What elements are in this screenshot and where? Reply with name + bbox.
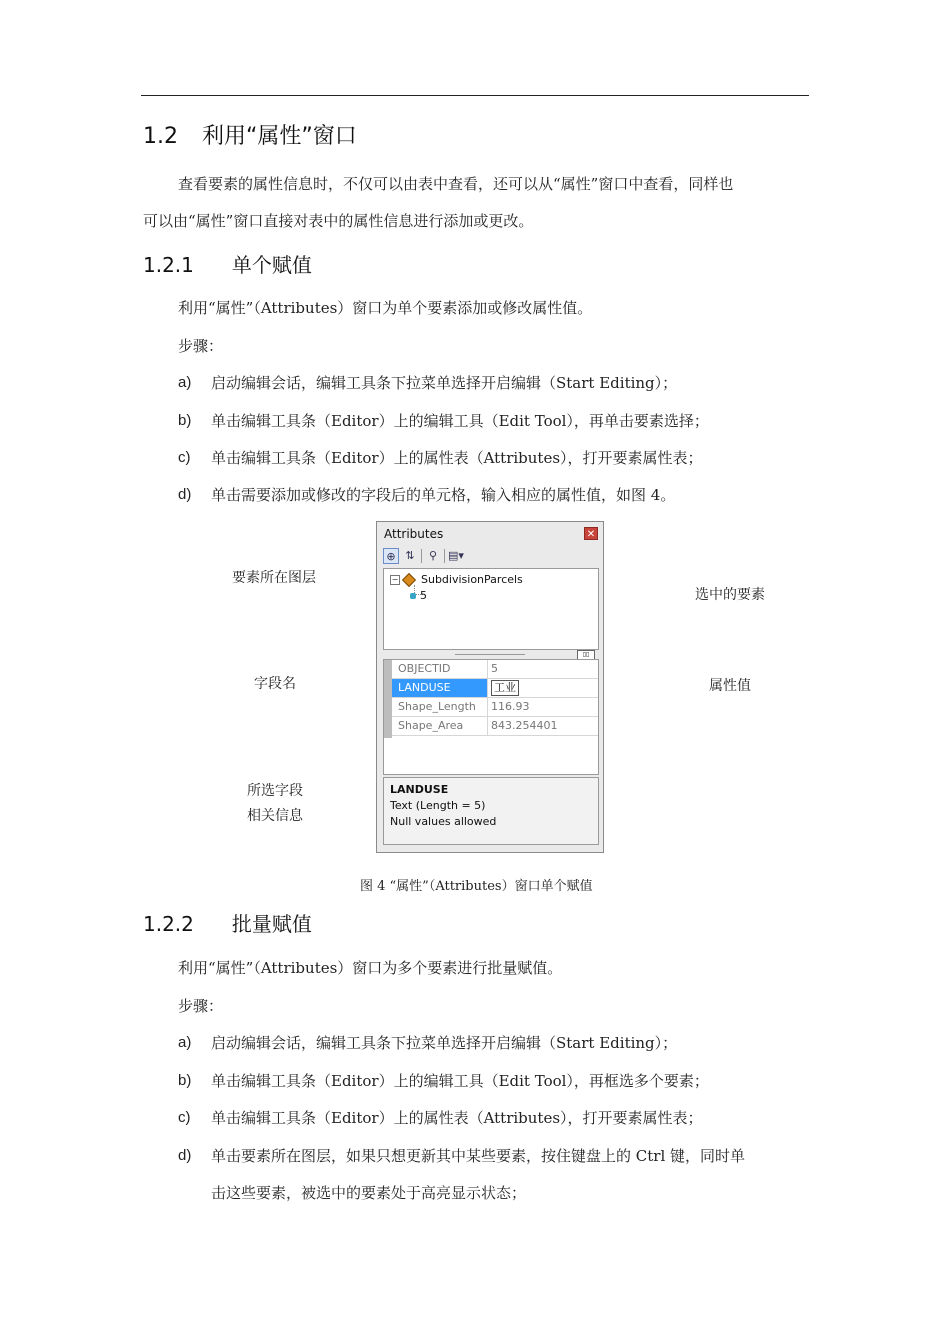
annotation-selected-feature: 选中的要素 [695, 587, 765, 603]
step-text-continued: 击这些要素，被选中的要素处于高亮显示状态； [211, 1184, 527, 1202]
sub1-steps-label: 步骤： [178, 337, 224, 355]
field-name: Shape_Area [392, 717, 488, 735]
subsection-heading-2 [143, 908, 312, 937]
subsection-title: 批量赋值 [231, 912, 312, 936]
attribute-row[interactable] [392, 698, 598, 717]
intro-line-2: 可以由“属性”窗口直接对表中的属性信息进行添加或更改。 [143, 212, 534, 230]
step-letter: c) [178, 1109, 191, 1126]
annotation-layer: 要素所在图层 [232, 570, 316, 586]
subsection-heading-1 [143, 249, 312, 278]
step-text: 单击要素所在图层，如果只想更新其中某些要素，按住键盘上的 Ctrl 键，同时单 [211, 1147, 746, 1165]
subsection-title: 单个赋值 [231, 253, 312, 277]
step-text: 单击编辑工具条（Editor）上的编辑工具（Edit Tool），再单击要素选择； [211, 412, 709, 430]
splitter-toggle-icon[interactable]: ▯▯ [577, 650, 595, 660]
feature-node[interactable] [410, 589, 427, 602]
field-name: Shape_Length [392, 698, 488, 716]
field-name: LANDUSE [392, 679, 488, 697]
show-features-icon[interactable]: ⊕ [383, 548, 399, 564]
sort-icon[interactable]: ⇅ [405, 549, 415, 562]
attribute-grid [383, 659, 599, 775]
panel-splitter[interactable] [383, 652, 599, 658]
toolbar-divider [444, 549, 445, 563]
toolbar-divider [421, 549, 422, 563]
section-title: 利用“属性”窗口 [202, 124, 357, 149]
sub2-description: 利用“属性”（Attributes）窗口为多个要素进行批量赋值。 [178, 959, 563, 977]
step-letter: d) [178, 1147, 192, 1164]
info-nullable: Null values allowed [390, 815, 497, 828]
step-letter: b) [178, 1072, 192, 1089]
options-dropdown-icon[interactable]: ▤▾ [448, 549, 464, 562]
subsection-number: 1.2.2 [143, 912, 194, 936]
step-letter: b) [178, 412, 192, 429]
field-value-editor[interactable] [488, 679, 519, 697]
feature-id: 5 [420, 589, 427, 602]
section-heading [143, 119, 357, 150]
field-info-panel [383, 777, 599, 845]
header-rule [141, 95, 809, 96]
attribute-row-selected[interactable] [392, 679, 598, 698]
value-input[interactable]: 工业 [491, 680, 519, 696]
step-text: 启动编辑会话，编辑工具条下拉菜单选择开启编辑（Start Editing）； [211, 1034, 678, 1052]
attribute-row[interactable] [392, 660, 598, 679]
layer-node[interactable] [390, 573, 523, 586]
sub2-steps-label: 步骤： [178, 997, 224, 1015]
step-text: 启动编辑会话，编辑工具条下拉菜单选择开启编辑（Start Editing）； [211, 374, 678, 392]
feature-tree [383, 568, 599, 650]
annotation-attribute-value: 属性值 [709, 678, 751, 694]
annotation-field-info-2: 相关信息 [247, 808, 303, 824]
step-letter: a) [178, 1034, 192, 1051]
feature-icon [410, 593, 416, 599]
subsection-number: 1.2.1 [143, 253, 194, 277]
info-type: Text (Length = 5) [390, 799, 486, 812]
step-letter: d) [178, 486, 192, 503]
info-title: LANDUSE [390, 783, 449, 796]
attribute-row[interactable] [392, 717, 598, 736]
splitter-grip [455, 654, 525, 655]
window-toolbar [383, 546, 597, 566]
row-header-strip [384, 660, 392, 738]
annotation-field-name: 字段名 [254, 676, 296, 692]
window-title: Attributes [384, 527, 444, 541]
field-name: OBJECTID [392, 660, 488, 678]
annotation-field-info-1: 所选字段 [247, 783, 303, 799]
collapse-icon[interactable]: − [391, 574, 399, 584]
close-button[interactable]: ✕ [584, 527, 598, 540]
step-text: 单击编辑工具条（Editor）上的编辑工具（Edit Tool），再框选多个要素； [211, 1072, 709, 1090]
field-value[interactable]: 843.254401 [491, 719, 558, 732]
sub1-description: 利用“属性”（Attributes）窗口为单个要素添加或修改属性值。 [178, 299, 593, 317]
step-text: 单击编辑工具条（Editor）上的属性表（Attributes），打开要素属性表； [211, 449, 703, 467]
section-number: 1.2 [143, 124, 178, 149]
field-value[interactable]: 116.93 [491, 700, 530, 713]
field-value[interactable]: 5 [491, 662, 498, 675]
step-letter: a) [178, 374, 192, 391]
attributes-window [376, 521, 604, 853]
intro-line-1: 查看要素的属性信息时，不仅可以由表中查看，还可以从“属性”窗口中查看，同样也 [178, 175, 734, 193]
step-text: 单击需要添加或修改的字段后的单元格，输入相应的属性值，如图 4。 [211, 486, 676, 504]
layer-name: SubdivisionParcels [421, 573, 523, 586]
figure-caption: 图 4 “属性”（Attributes）窗口单个赋值 [360, 879, 593, 894]
zoom-feature-icon[interactable]: ⚲ [428, 549, 438, 562]
step-letter: c) [178, 449, 191, 466]
step-text: 单击编辑工具条（Editor）上的属性表（Attributes），打开要素属性表； [211, 1109, 703, 1127]
